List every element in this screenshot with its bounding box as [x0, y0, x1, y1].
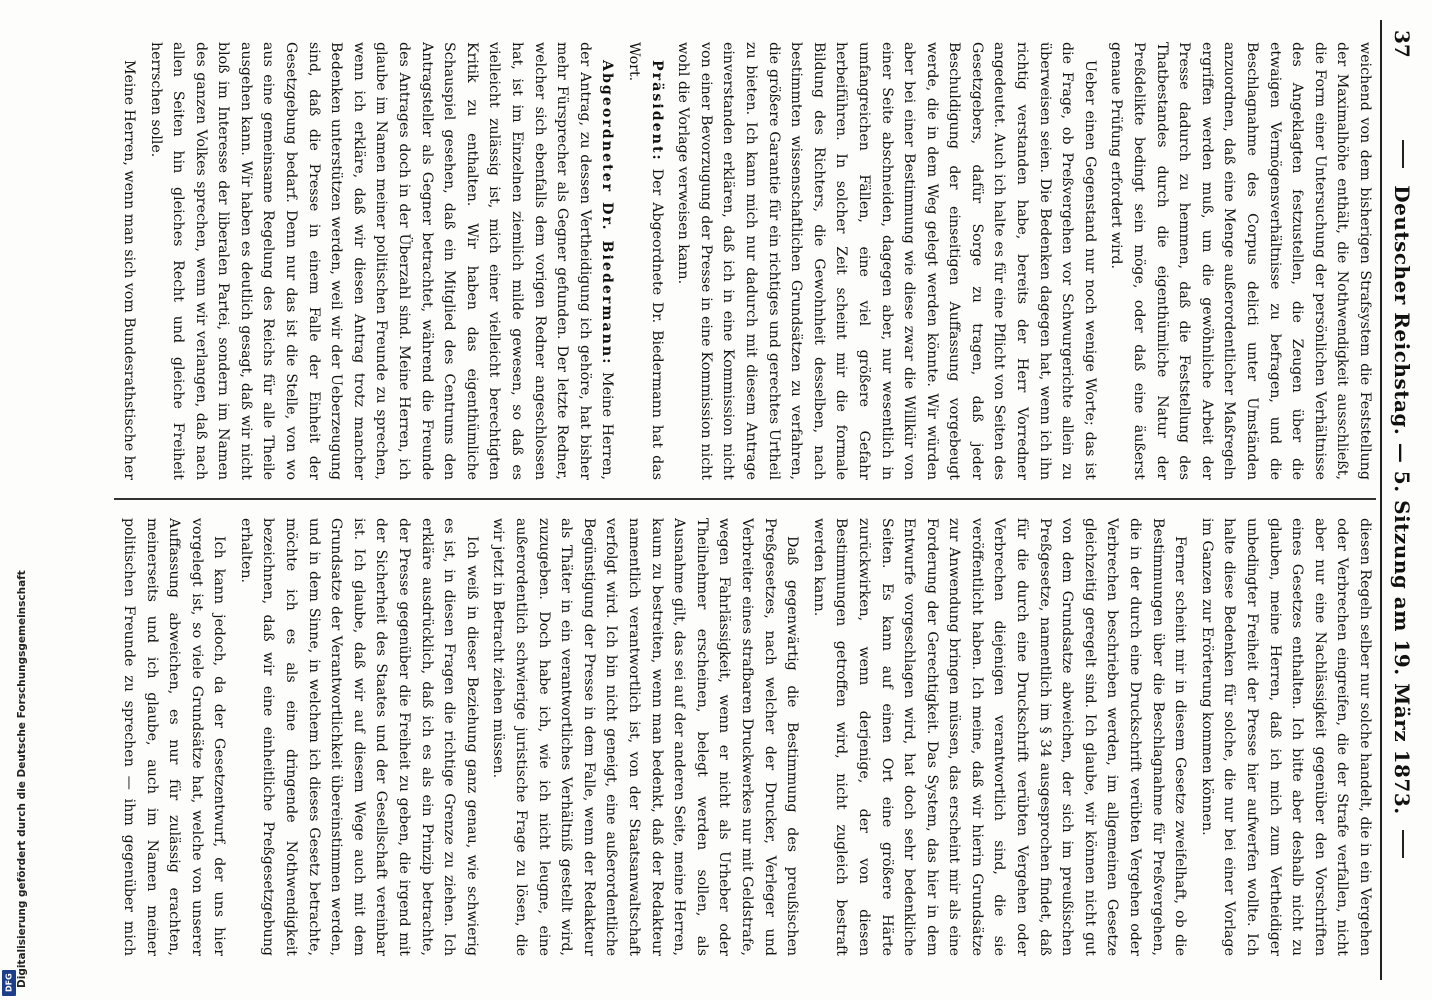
text-column-right [116, 518, 1376, 956]
dfg-logo-icon [2, 970, 16, 996]
column-divider [114, 498, 1376, 500]
paragraph: Ferner scheint mir in diesem Gesetze zweifelhaft, ob die Bestimmungen über die Beschlagnahme für Preßvergehen, die in der durch eine Druckschrift verübten Vergehen oder Verbrechen beschrieben werden, im allgemeinen Gesetze gleichzeitig geregelt sind. Ich glaube, wir können nicht gut von dem Grundsatze abweichen, der sich im preußischen Preßgesetze, namentlich im § 34 ausgesprochen findet, daß für die durch eine Druckschrift verübten Vergehen oder Verbrechen diejenigen verantwortlich sind, die sie veröffentlicht haben. Ich meine, daß wir hierin Grundsätze zur Anwendung bringen müssen, das erscheint mir als eine Forderung der Gerechtigkeit. Das System, das hier in dem Entwurfe vorgeschlagen wird, hat doch sehr bedenkliche Seiten. Es kann auf einen Ort eine größere Härte zurückwirken, wenn derjenige, der von diesen Bestimmungen getroffen wird, nicht zugleich bestraft werden kann. [810, 518, 1189, 956]
speech-text: Meine Herren, der Antrag, zu dessen Vertheidigung ich gehöre, hat bisher mehr Fürsprecher als Gegner gefunden. Der letzte Redner, welcher sich ebenfalls dem vorigen Redner angeschlossen hat, ist im Einzelnen ziemlich milde gewesen, so daß es vielleicht zulässig ist, mich einer vielleicht berechtigten Kritik zu enthalten. Wir haben das eigenthümliche Schauspiel gesehen, daß ein Mitglied des Centrums den Antragsteller als Gegner betrachtet, während die Freunde des Antrages doch in der Überzahl sind. Meine Herren, ich glaube im Namen meiner politischen Freunde zu sprechen, wenn ich erkläre, daß wir diesen Antrag trotz mancher Bedenken unterstützen werden, weil wir der Ueberzeugung sind, daß die Presse in einem Falle der Einheit der Gesetzgebung bedarf. Denn nur das ist die Stelle, von wo aus eine gemeinsame Regelung des Reichs für alle Theile ausgehen kann. Wir haben es deutlich gesagt, daß wir nicht bloß im Interesse der liberalen Partei, sondern im Namen des ganzen Volkes sprechen, wenn wir verlangen, daß nach allen Seiten hin gleiches Recht und gleiche Freiheit herrschen solle. [147, 42, 616, 480]
speech-paragraph [622, 42, 667, 480]
paragraph: Meine Herren, wenn man sich vom Bundesrathstische her [120, 60, 137, 480]
paragraph: Ich kann jedoch, da der Gesetzentwurf, der uns hier vorgelegt ist, so viele Grundsätze hat, welche von unserer Auffassung abweichen, es nur für zulässig erachten, meinerseits und ich glaube, auch im Namen meiner politischen Freunde zu sprechen — ihm gegenüber mich [120, 518, 228, 956]
paragraph: weichend von dem bisherigen Strafsystem die Feststellung der Maximalhöhe enthält, die Nothwendigkeit ausschließt, die Form einer Untersuchung der persönlichen Verhältnisse des Angeklagten festzustellen, die Zeugen über die etwaigen Vermögensverhältnisse zu befragen, und die Beschlagnahme des Corpus delicti unter Umständen anzuordnen, daß eine Menge außerordentlicher Maßregeln ergriffen werden muß, um die gewöhnliche Arbeit der Presse dadurch zu hemmen, daß die Feststellung des Thatbestandes durch die eigenthümliche Natur der Preßdelikte bedingt sein möge, oder daß eine äußerst genaue Prüfung erfordert wird. [1108, 42, 1373, 480]
paragraph: Daß gegenwärtig die Bestimmung des preußischen Preßgesetzes, nach welcher der Drucker, Verleger und Verbreiter eines strafbaren Druckwerkes nur mit Geldstrafe, wegen Fahrlässigkeit, wenn er nicht als Urheber oder Theilnehmer erscheinen, belegt werden sollen, als Ausnahme gilt, das sei auf der anderen Seite, meine Herren, kaum zu bestreiten, wenn man bedenkt, daß der Redakteur namentlich verantwortlich ist, von der Staatsanwaltschaft verfolgt wird. Ich bin nicht geneigt, eine außerordentliche Begünstigung der Presse in dem Falle, wenn der Redakteur als Thäter in ein verantwortliches Verhältniß gestellt wird, zuzugeben. Doch habe ich, wie ich nicht leugne, eine außerordentlich schwierige juristische Frage zu lösen, die wir jetzt in Betracht ziehen müssen. [490, 518, 801, 956]
running-title: Deutscher Reichstag. — 5. Sitzung am 19. März 1873. [1390, 185, 1414, 815]
dfg-logo-text: DFG [4, 973, 14, 993]
speech-text: Der Abgeordnete Dr. Biedermann hat das Wort. [626, 42, 665, 480]
paragraph: Ich weiß in dieser Beziehung ganz genau, wie schwierig es ist, in diesen Fragen die richtige Grenze zu ziehen. Ich erkläre ausdrücklich, daß ich es als ein Prinzip betrachte, der Presse gegenüber die Freiheit zu geben, die irgend mit der Sicherheit des Staates und der Gesellschaft vereinbar ist. Ich glaube, daß wir auf diesem Wege auch mit dem Grundsatze der Verantwortlichkeit übereinstimmen werden, und in dem Sinne, in welchem ich dieses Gesetz betrachte, möchte ich es als eine dringende Nothwendigkeit bezeichnen, daß wir eine einheitliche Preßgesetzgebung erhalten. [237, 518, 480, 956]
speaker-name: Präsident: [648, 60, 665, 162]
header-rule-right [1402, 830, 1404, 858]
page-number: 37 [1390, 30, 1414, 58]
page-header [1380, 20, 1416, 980]
digitization-credit-text: Digitalisierung gefördert durch die Deutsche Forschungsgemeinschaft [16, 570, 28, 988]
document-page [96, 20, 1416, 980]
paragraph: Ueber einen Gegenstand nur noch wenige Worte; das ist die Frage, ob Preßvergehen vor Schwurgerichte allein zu überweisen seien. Die Bedenken dagegen hat, wenn ich ihn richtig verstanden habe, bereits der Herr Vorredner angedeutet. Auch ich halte es für eine Pflicht von Seiten des Gesetzgebers, dafür Sorge zu tragen, daß jeder Beschuldigung der einseitigen Auffassung vorgebeugt werde, die in dem Weg gelegt werden könnte. Wir würden aber bei einer Bestimmung wie diese zwar die Willkür von einer Seite abschneiden, dagegen aber, nur wesentlich in umfangreichen Fällen, eine viel größere Gefahr herbeiführen. In solcher Zeit scheint mir die formale Bildung des Richters, die Gewohnheit desselben, nach bestimmten wissenschaftlichen Grundsätzen zu verfahren, die größere Garantie für ein richtiges und gerechtes Urtheil zu bieten. Ich kann mich nur dadurch mit diesem Antrage einverstanden erklären, daß ich in eine Kommission nicht von einer Bevorzugung der Presse in eine Kommission nicht wohl die Vorlage verweisen kann. [675, 42, 1098, 480]
paragraph: diesen Regeln selber nur solche handelt, die in ein Vergehen oder Verbrechen eingreifen, die der Strafe verfallen, nicht aber nur eine Nachlässigkeit gegenüber den Vorschriften eines Gesetzes enthalten. Ich bitte aber deshalb nicht zu glauben, meine Herren, daß ich mich zum Vertheidiger unbedingter Freiheit der Presse hier aufwerfen wollte. Ich halte diese Bedenken für solche, die nur bei einer Vorlage im Ganzen zur Erörterung kommen können. [1198, 518, 1373, 956]
speaker-name: Abgeordneter Dr. Biedermann: [599, 60, 616, 366]
text-column-left [116, 42, 1376, 480]
speech-paragraph [144, 42, 618, 480]
digitization-credit [4, 570, 28, 988]
